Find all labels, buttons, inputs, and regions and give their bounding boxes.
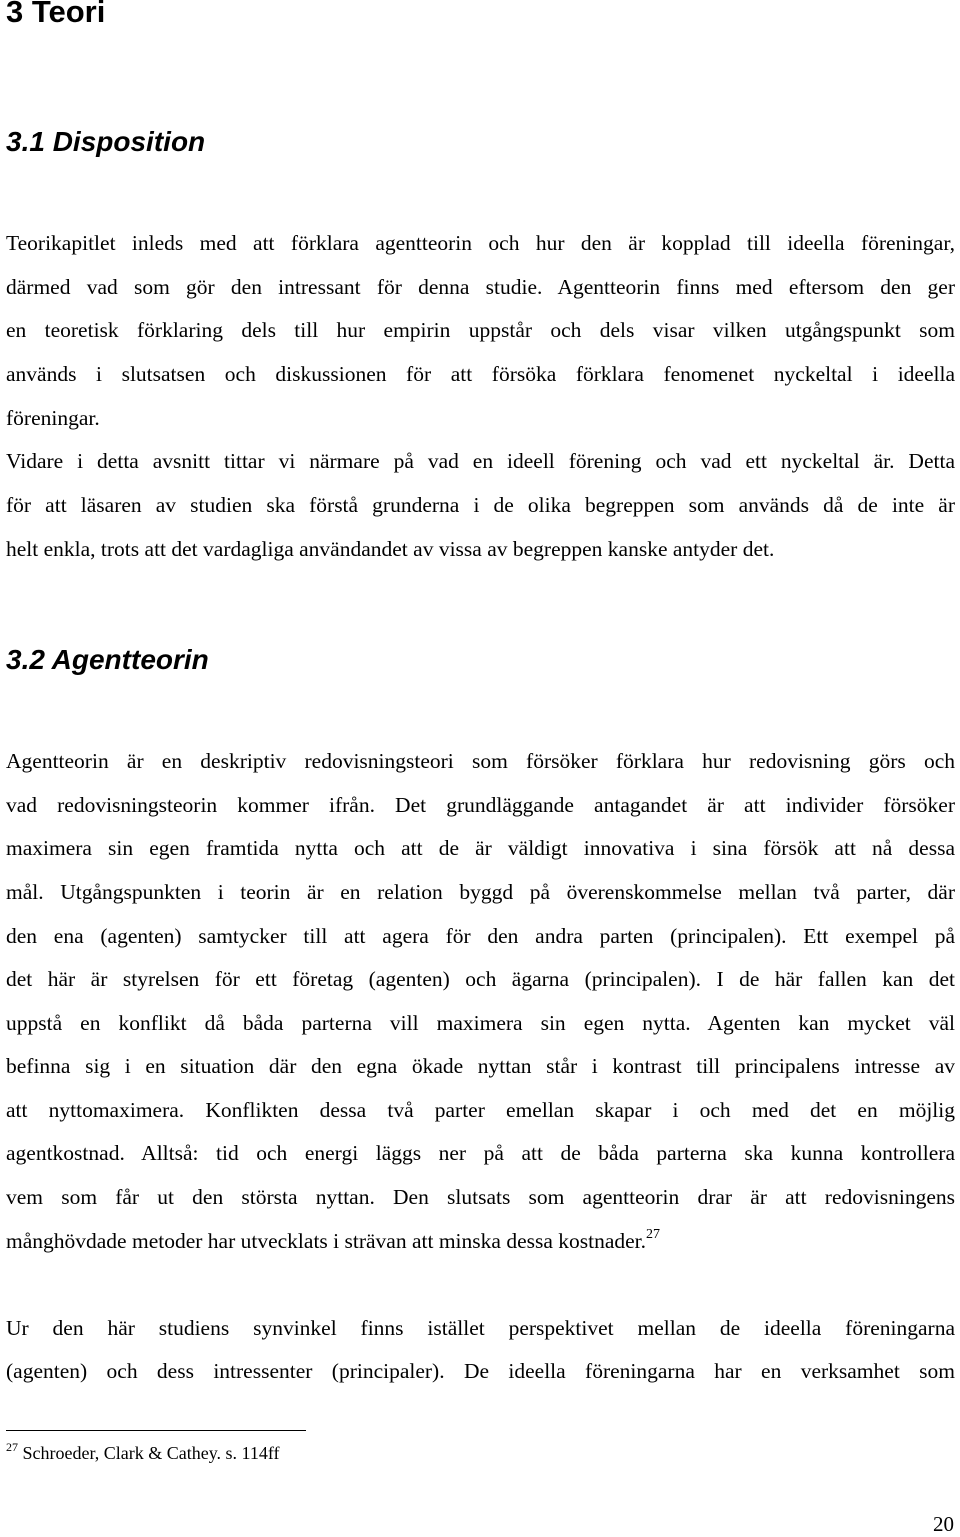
text-line: därmed vad som gör den intressant för denna studie. Agentteorin finns med eftersom den ger [6, 275, 955, 299]
section-heading-disposition: 3.1 Disposition [6, 126, 206, 157]
text-line: Agentteorin är en deskriptiv redovisningsteori som försöker förklara hur redovisning görs och [6, 749, 955, 773]
chapter-title: 3 Teori [6, 0, 106, 29]
text-line: det här är styrelsen för ett företag (agenten) och ägarna (principalen). I de här fallen kan det [6, 967, 955, 991]
text-line: helt enkla, trots att det vardagliga användandet av vissa av begreppen kanske antyder det. [6, 537, 775, 561]
text-line: Teorikapitlet inleds med att förklara agentteorin och hur den är kopplad till ideella föreningar, [6, 231, 955, 255]
text-line: den ena (agenten) samtycker till att agera för den andra parten (principalen). Ett exempel på [6, 924, 955, 948]
text-line [6, 1226, 660, 1256]
text-line: föreningar. [6, 406, 100, 430]
text-line: agentkostnad. Alltså: tid och energi läggs ner på att de båda parterna ska kunna kontrollera [6, 1141, 955, 1165]
text-line: att nyttomaximera. Konflikten dessa två parter emellan skapar i och med det en möjlig [6, 1098, 955, 1122]
text-line: för att läsaren av studien ska förstå grunderna i de olika begreppen som används då de inte är [6, 493, 955, 517]
footnote-divider [6, 1430, 306, 1431]
text-line: Vidare i detta avsnitt tittar vi närmare på vad en ideell förening och vad ett nyckeltal är. Detta [6, 449, 955, 473]
section-heading-agentteorin: 3.2 Agentteorin [6, 644, 209, 675]
page-number: 20 [933, 1512, 954, 1536]
text-line: maximera sin egen framtida nytta och att de är väldigt innovativa i sina försök att nå dessa [6, 836, 955, 860]
text-line: en teoretisk förklaring dels till hur empirin uppstår och dels visar vilken utgångspunkt som [6, 318, 955, 342]
text-line: Ur den här studiens synvinkel finns istället perspektivet mellan de ideella föreningarna [6, 1316, 955, 1340]
footnote-reference[interactable]: 27 [646, 1227, 661, 1242]
text-line: används i slutsatsen och diskussionen för att försöka förklara fenomenet nyckeltal i ideella [6, 362, 955, 386]
footnote-text: Schroeder, Clark & Cathey. s. 114ff [22, 1443, 280, 1463]
text-line: vem som får ut den största nyttan. Den slutsats som agentteorin drar är att redovisningens [6, 1185, 955, 1209]
footnote-number: 27 [6, 1440, 18, 1454]
text-line-content: månghövdade metoder har utvecklats i strävan att minska dessa kostnader. [6, 1229, 647, 1253]
text-line: mål. Utgångspunkten i teorin är en relation byggd på överenskommelse mellan två parter, där [6, 880, 955, 904]
text-line: uppstå en konflikt då båda parterna vill maximera sin egen nytta. Agenten kan mycket väl [6, 1011, 955, 1035]
text-line: vad redovisningsteorin kommer ifrån. Det grundläggande antagandet är att individer försöker [6, 793, 955, 817]
text-line: befinna sig i en situation där den egna ökade nyttan står i kontrast till principalens intresse av [6, 1054, 955, 1078]
text-line: (agenten) och dess intressenter (principaler). De ideella föreningarna har en verksamhet som [6, 1359, 955, 1383]
footnote [6, 1440, 280, 1466]
